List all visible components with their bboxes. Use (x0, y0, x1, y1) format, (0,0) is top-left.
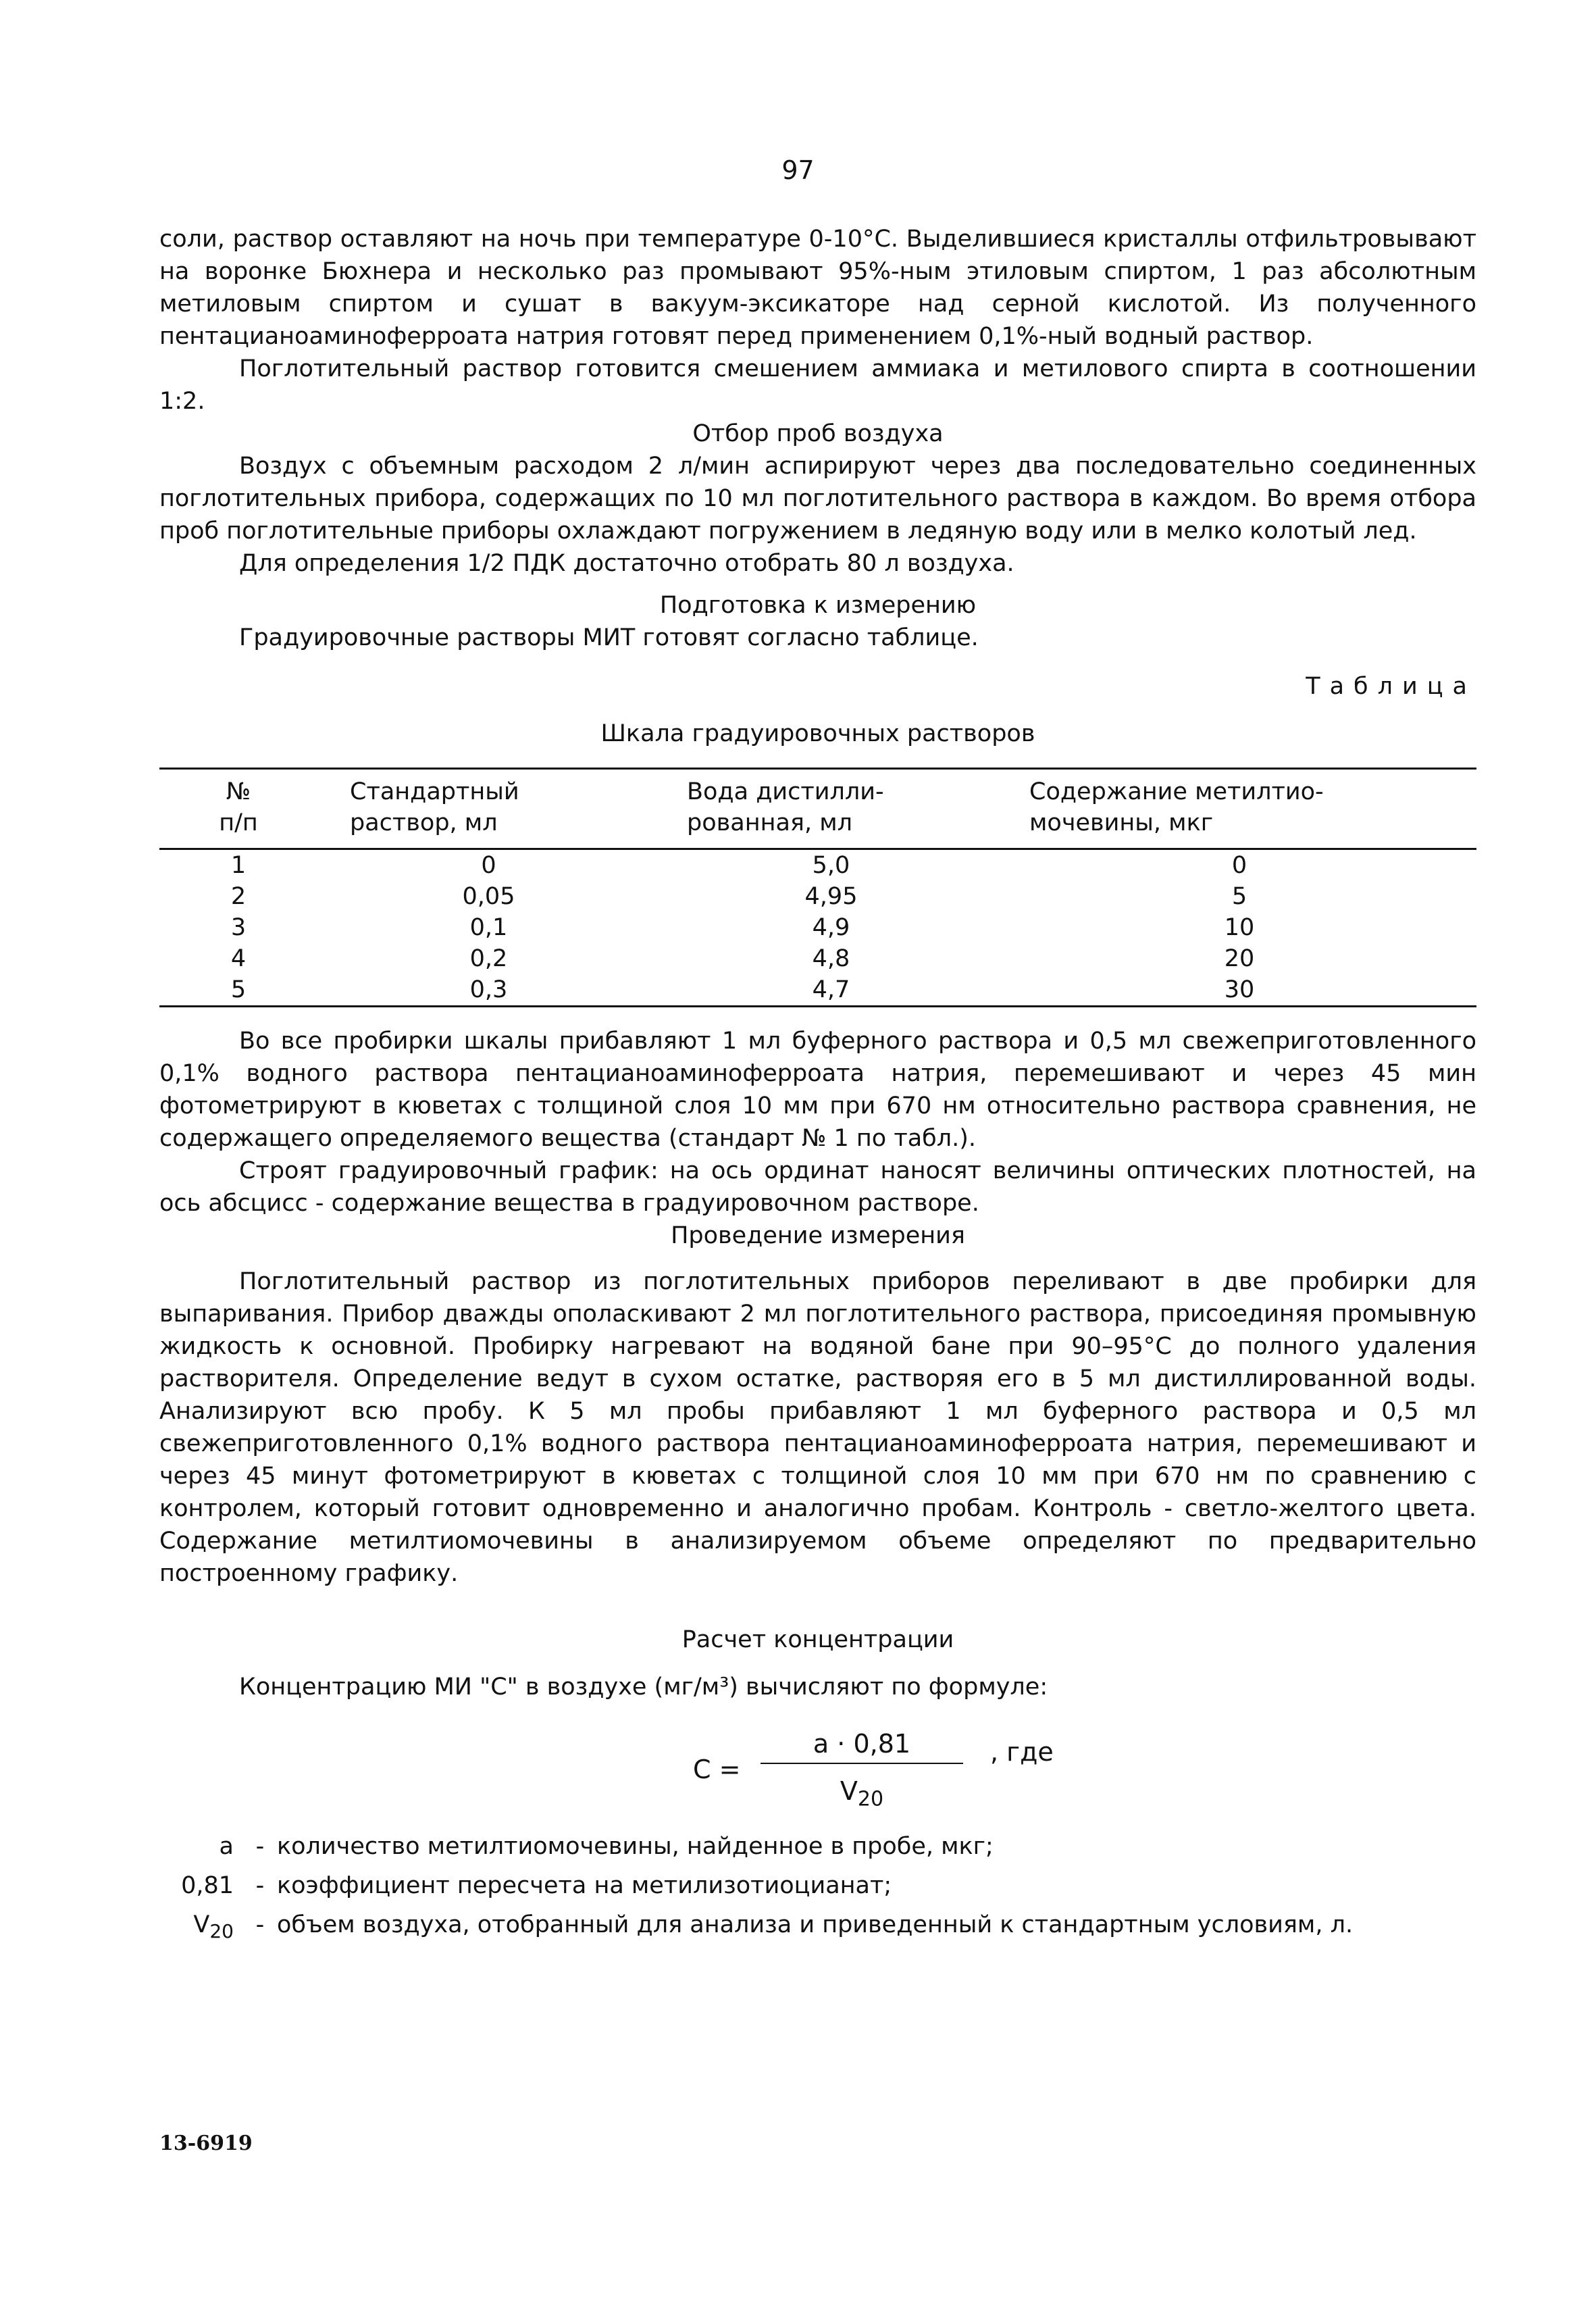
cell-number: 1 (230, 852, 247, 879)
definition-text: объем воздуха, отобранный для анализа и приведенный к стандартным условиям, л. (277, 1911, 1354, 1938)
cell-water: 4,8 (812, 945, 850, 972)
definition-text: количество метилтиомочевины, найденное в пробе, мкг; (277, 1833, 994, 1860)
cell-number: 3 (230, 914, 247, 941)
cell-number: 5 (159, 974, 317, 1007)
table-label: Таблица (1306, 673, 1476, 700)
intro-paragraph-1: соли, раствор оставляют на ночь при температуре 0-10°С. Выделившиеся кристаллы отфильтровывают на воронке Бюхнера и несколько раз промывают 95%-ным этиловым спиртом, 1 раз абсолютным метиловым спиртом и сушат в вакуум-эксикаторе над серной кислотой. Из полученного пентацианоаминоферроата натрия готовят перед применением 0,1%-ный водный раствор. (159, 226, 1476, 350)
definition-dash: - (255, 1833, 265, 1860)
table-row (159, 912, 1476, 943)
footer-code: 13-6919 (159, 2132, 253, 2155)
after-table-paragraph-1: Во все пробирки шкалы прибавляют 1 мл буферного раствора и 0,5 мл свежеприготовленного 0,1% водного раствора пентацианоаминоферроата натрия, перемешивают и через 45 мин фотометрируют в кюветах с толщиной слоя 10 мм при 670 нм относительно раствора сравнения, не содержащего определяемого вещества (стандарт № 1 по табл.). (159, 1028, 1476, 1152)
table-row (159, 974, 1476, 1007)
definition-symbol: 0,81 (181, 1872, 234, 1899)
definition-dash: - (255, 1911, 265, 1938)
cell-content: 30 (1002, 974, 1476, 1007)
cell-standard: 0,05 (462, 883, 515, 910)
definition-item (159, 1830, 1476, 1869)
definition-item (159, 1909, 1476, 1948)
formula-denominator-sub: 20 (857, 1787, 884, 1811)
table-row (159, 849, 1476, 882)
definition-dash: - (255, 1872, 265, 1899)
table-row (159, 943, 1476, 974)
preparation-paragraph: Градуировочные растворы МИТ готовят согласно таблице. (239, 624, 979, 651)
cell-water: 4,9 (812, 914, 850, 941)
cell-water: 4,95 (804, 883, 858, 910)
after-table-paragraph-2: Строят градуировочный график: на ось ординат наносят величины оптических плотностей, на ось абсцисс - содержание вещества в градуировочном растворе. (159, 1157, 1476, 1217)
cell-content: 0 (1231, 852, 1247, 879)
calibration-table (159, 768, 1476, 1007)
cell-content: 5 (1231, 883, 1247, 910)
definitions-list (159, 1830, 1476, 1948)
header-content: Содержание метилтио- мочевины, мкг (1002, 769, 1476, 849)
measurement-paragraph: Поглотительный раствор из поглотительных приборов переливают в две пробирки для выпаривания. Прибор дважды ополаскивают 2 мл поглотительного раствора, присоединяя промывную жидкость к основной. Пробирку нагревают на водяной бане при 90–95°С до полного удаления растворителя. Определение ведут в сухом остатке, растворяя его в 5 мл дистиллированной воды. Анализируют всю пробу. К 5 мл пробы прибавляют 1 мл буферного раствора и 0,5 мл свежеприготовленного 0,1% водного раствора пентацианоаминоферроата натрия, перемешивают и через 45 минут фотометрируют в кюветах с толщиной слоя 10 мм при 670 нм по сравнению с контролем, который готовит одновременно и аналогично пробам. Контроль - светло-желтого цвета. Содержание метилтиомочевины в анализируемом объеме определяют по предварительно построенному графику. (159, 1268, 1476, 1587)
cell-content: 10 (1224, 914, 1255, 941)
cell-standard: 0 (481, 852, 496, 879)
preparation-heading: Подготовка к измерению (659, 592, 977, 619)
cell-number: 2 (230, 883, 247, 910)
formula-denominator-base: V (840, 1776, 858, 1806)
formula-numerator: а · 0,81 (761, 1728, 963, 1764)
page-number: 97 (781, 155, 815, 185)
definition-text: коэффициент пересчета на метилизотиоцианат; (277, 1872, 892, 1899)
concentration-formula (159, 1715, 1476, 1830)
table-title: Шкала градуировочных растворов (600, 720, 1035, 747)
formula-where: , где (990, 1737, 1054, 1767)
table-header-row (159, 769, 1476, 849)
formula-denominator (761, 1775, 963, 1816)
calculation-heading: Расчет концентрации (681, 1626, 954, 1653)
definition-symbol: $V_{20}$ (193, 1911, 234, 1942)
header-standard-solution: Стандартный раствор, мл (317, 769, 660, 849)
definition-symbol: а (219, 1833, 234, 1860)
cell-standard: 0,2 (469, 945, 508, 972)
sampling-paragraph-1: Воздух с объемным расходом 2 л/мин аспирируют через два последовательно соединенных поглотительных прибора, содержащих по 10 мл поглотительного раствора в каждом. Во время отбора проб поглотительные приборы охлаждают погружением в ледяную воду или в мелко колотый лед. (159, 453, 1476, 545)
table-row (159, 881, 1476, 912)
cell-content: 20 (1224, 945, 1255, 972)
intro-paragraph-2: Поглотительный раствор готовится смешением аммиака и метилового спирта в соотношении 1:2. (159, 355, 1476, 415)
body-text (159, 223, 1476, 1948)
cell-standard: 0,3 (317, 974, 660, 1007)
cell-number: 4 (230, 945, 247, 972)
formula-lhs: С = (693, 1755, 741, 1784)
header-distilled-water: Вода дистилли- рованная, мл (660, 769, 1002, 849)
calculation-intro: Концентрацию МИ "С" в воздухе (мг/м³) вычисляют по формуле: (239, 1674, 1048, 1701)
definition-item (159, 1869, 1476, 1909)
header-number: № п/п (159, 769, 317, 849)
cell-water: 4,7 (660, 974, 1002, 1007)
sampling-paragraph-2: Для определения 1/2 ПДК достаточно отобрать 80 л воздуха. (239, 550, 1014, 577)
cell-water: 5,0 (812, 852, 850, 879)
measurement-heading: Проведение измерения (671, 1222, 965, 1249)
sampling-heading: Отбор проб воздуха (692, 420, 944, 447)
cell-standard: 0,1 (469, 914, 508, 941)
